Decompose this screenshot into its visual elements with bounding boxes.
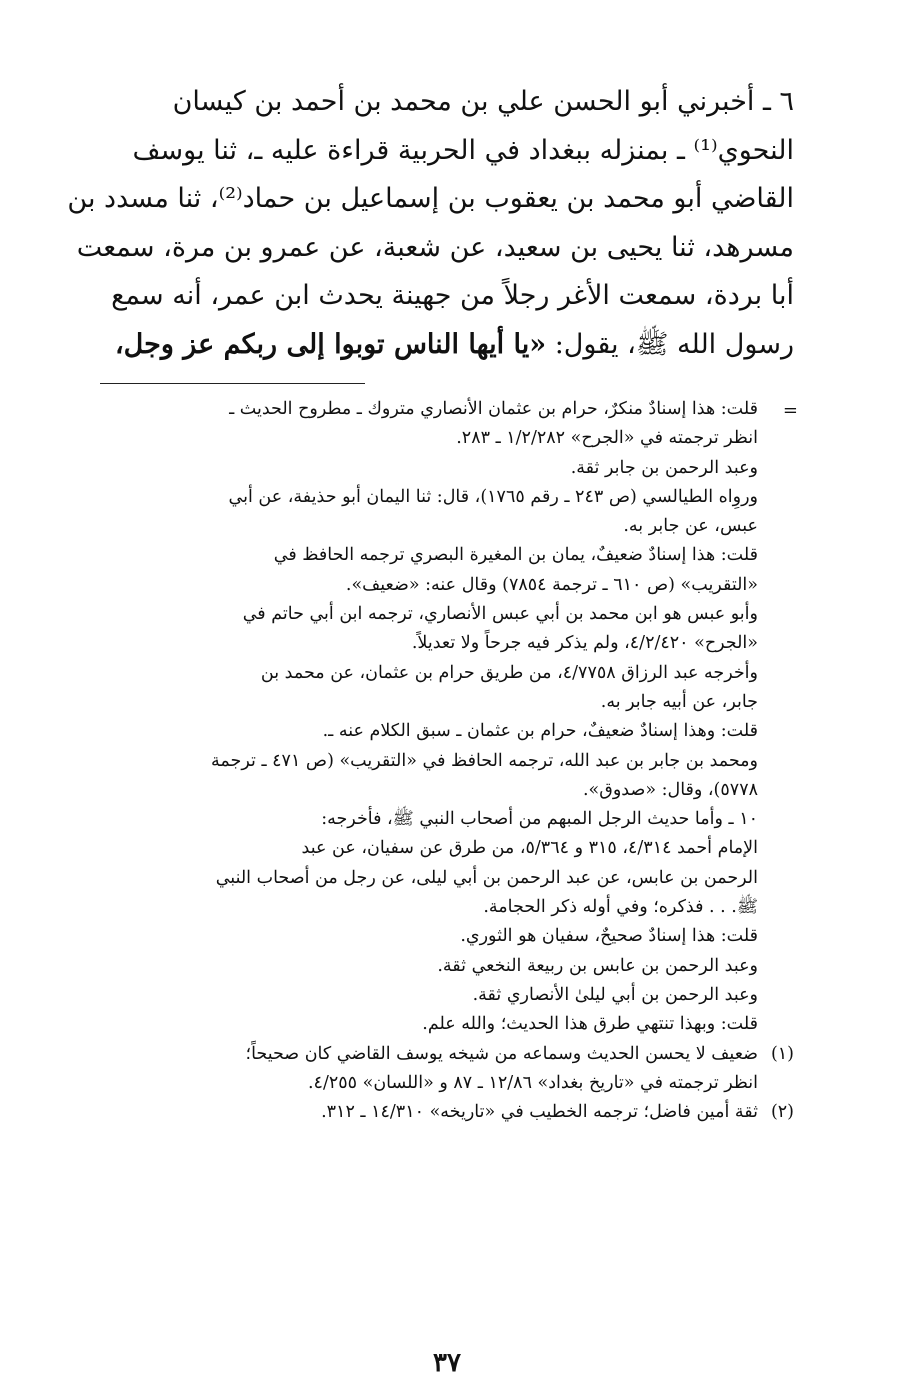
note-line: «التقريب» (ص ٦١٠ ـ ترجمة ٧٨٥٤) وقال عنه: «ضعيف». — [345, 574, 758, 595]
main-line-1: ٦ ـ أخبرني أبو الحسن علي بن محمد بن أحمد بن كيسان — [172, 86, 794, 117]
footnote-2-line-1: ثقة أمين فاضل؛ ترجمه الخطيب في «تاريخه» ١٤/٣١٠ ـ ٣١٢. — [321, 1102, 758, 1123]
note-line: عبس، عن جابر به. — [623, 516, 758, 537]
note-line: «الجرح» ٤/٢/٤٢٠، ولم يذكر فيه جرحاً ولا تعديلاً. — [411, 633, 758, 654]
note-line: انظر ترجمته في «الجرح» ١/٢/٢٨٢ ـ ٢٨٣. — [456, 428, 758, 449]
main-line-5: أبا بردة، سمعت الأغر رجلاً من جهينة يحدث ابن عمر، أنه سمع — [111, 280, 794, 312]
note-line: ﷺ. . . فذكره؛ وفي أوله ذكر الحجامة. — [483, 897, 758, 918]
note-line: جابر، عن أبيه جابر به. — [600, 691, 758, 712]
page-number: ٣٧ — [433, 1348, 461, 1378]
note-line: ومحمد بن جابر بن عبد الله، ترجمه الحافظ في «التقريب» (ص ٤٧١ ـ ترجمة — [211, 750, 758, 771]
footnote-1-marker: (١) — [770, 1043, 794, 1064]
footnote-2 — [100, 1098, 794, 1127]
main-line-4: مسرهد، ثنا يحيى بن سعيد، عن شعبة، عن عمرو بن مرة، سمعت — [76, 231, 794, 263]
main-line-3: القاضي أبو محمد بن يعقوب بن إسماعيل بن حماد⁽²⁾، ثنا مسدد بن — [67, 183, 794, 215]
note-line: قلت: هذا إسنادٌ ضعيفٌ، يمان بن المغيرة البصري ترجمه الحافظ في — [273, 545, 758, 566]
note-line: الإمام أحمد ٤/٣١٤، ٣١٥ و ٥/٣٦٤، من طرق عن سفيان، عن عبد — [301, 838, 758, 859]
note-line: قلت: هذا إسنادٌ صحيحٌ، سفيان هو الثوري. — [460, 926, 758, 947]
book-page — [67, 78, 798, 1378]
main-line-6-plain: رسول الله ﷺ، يقول: — [546, 328, 794, 360]
footnote-1-line-1: ضعيف لا يحسن الحديث وسماعه من شيخه يوسف القاضي كان صحيحاً؛ — [245, 1043, 758, 1064]
main-line-6 — [100, 321, 794, 370]
note-line: وأخرجه عبد الرزاق ٤/٧٧٥٨، من طريق حرام بن عثمان، عن محمد بن — [260, 662, 758, 683]
note-line: قلت: وبهذا تنتهي طرق هذا الحديث؛ والله علم. — [422, 1014, 758, 1035]
note-line: وأبو عبس هو ابن محمد بن أبي عبس الأنصاري، ترجمه ابن أبي حاتم في — [242, 604, 758, 625]
footnote-1-line-2: انظر ترجمته في «تاريخ بغداد» ١٢/٨٦ ـ ٨٧ و «اللسان» ٤/٢٥٥. — [307, 1072, 758, 1093]
footnote-1 — [100, 1040, 794, 1069]
note-line: ٥٧٧٨)، وقال: «صدوق». — [582, 779, 758, 800]
main-text — [67, 78, 794, 370]
footnotes-area — [100, 395, 794, 1127]
note-line: وعبد الرحمن بن جابر ثقة. — [570, 457, 758, 478]
note-line: وعبد الرحمن بن أبي ليلىٰ الأنصاري ثقة. — [472, 984, 758, 1005]
note-line: وعبد الرحمن بن عابس بن ربيعة النخعي ثقة. — [437, 955, 758, 976]
main-line-2: النحوي⁽¹⁾ ـ بمنزله ببغداد في الحربية قراءة عليه ـ، ثنا يوسف — [132, 134, 794, 166]
note-line: ١٠ ـ وأما حديث الرجل المبهم من أصحاب النبي ﷺ، فأخرجه: — [321, 809, 758, 830]
note-line: قلت: وهذا إسنادٌ ضعيفٌ، حرام بن عثمان ـ سبق الكلام عنه ـ. — [322, 721, 758, 742]
continuation-marker: = — [782, 400, 798, 421]
footnote-2-marker: (٢) — [770, 1102, 794, 1123]
note-line: الرحمن بن عابس، عن عبد الرحمن بن أبي ليلى، عن رجل من أصحاب النبي — [215, 867, 758, 888]
note-line: قلت: هذا إسنادٌ منكرٌ، حرام بن عثمان الأنصاري متروك ـ مطروح الحديث ـ — [229, 399, 758, 419]
footnote-separator — [100, 383, 365, 384]
main-line-6-bold: «يا أيها الناس توبوا إلى ربكم عز وجل، — [114, 328, 547, 360]
note-line: وروِاه الطيالسي (ص ٢٤٣ ـ رقم ١٧٦٥)، قال: ثنا اليمان أبو حذيفة، عن أبي — [228, 486, 758, 507]
